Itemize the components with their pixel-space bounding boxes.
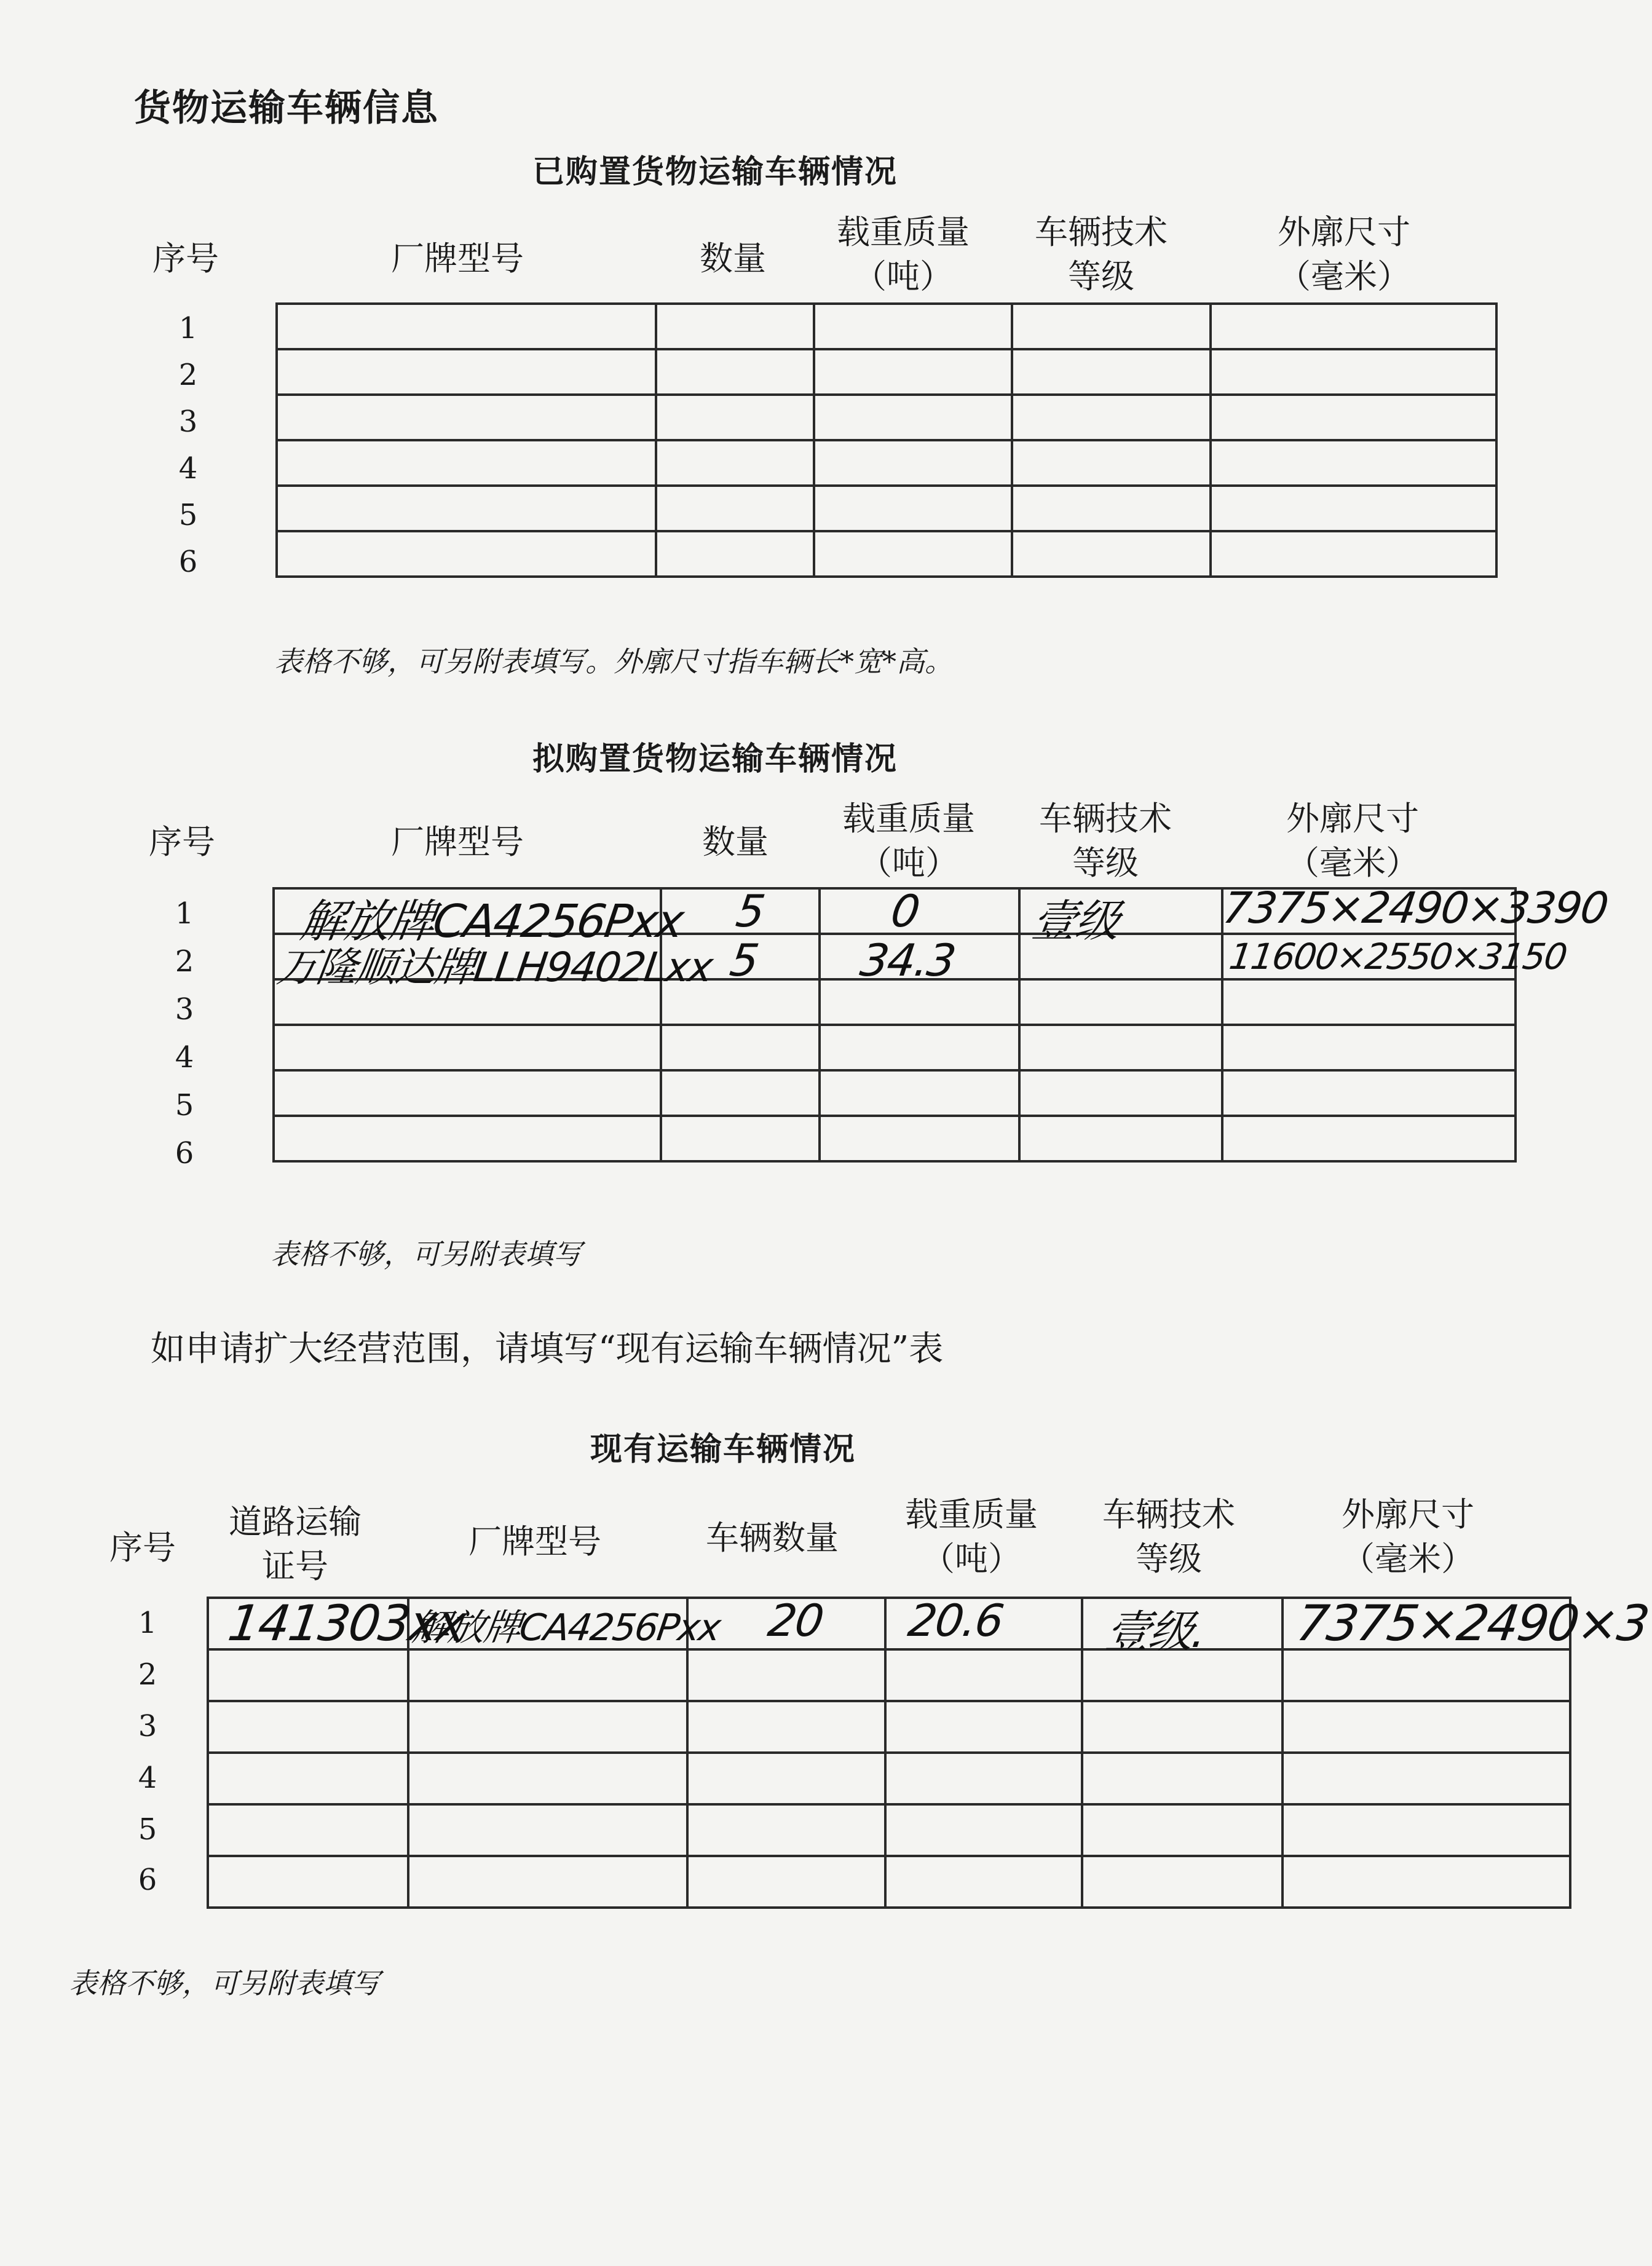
existing-header-grade <box>1102 1493 1235 1581</box>
planned-header-load-line2: （吨） <box>859 843 958 882</box>
planned-row1-brand: 解放牌CA4256Pxx <box>297 895 687 948</box>
planned-row2-qty: 5 <box>727 934 761 986</box>
purchased-table-note: 表格不够，可另附表填写。外廓尺寸指车辆长*宽*高。 <box>274 645 953 678</box>
planned-header-qty: 数量 <box>702 823 769 861</box>
planned-row-number: 4 <box>175 1040 194 1075</box>
table-row <box>208 1856 1570 1908</box>
planned-row2-load: 34.3 <box>857 934 958 986</box>
table-row <box>274 1025 1516 1070</box>
planned-header-load <box>842 797 975 885</box>
existing-row1-brand: 解放牌CA4256Pxx <box>409 1606 723 1649</box>
purchased-row-number: 5 <box>178 498 198 532</box>
table-row <box>277 304 1496 349</box>
purchased-row-number: 3 <box>178 405 198 439</box>
existing-header-permit-line1: 道路运输 <box>229 1502 362 1541</box>
purchased-header-load <box>837 210 970 299</box>
planned-row-number: 5 <box>175 1088 194 1123</box>
existing-row-number: 6 <box>138 1863 157 1897</box>
purchased-header-load-line1: 载重质量 <box>837 213 970 251</box>
planned-header-grade-line1: 车辆技术 <box>1039 799 1172 838</box>
table-row <box>277 440 1496 486</box>
planned-row-number: 6 <box>175 1136 194 1171</box>
planned-row1-grade: 壹级 <box>1029 895 1123 947</box>
existing-row1-dimensions: 7375×2490×3 <box>1293 1595 1652 1652</box>
purchased-header-brand: 厂牌型号 <box>391 239 524 278</box>
purchased-header-dimensions <box>1278 210 1410 299</box>
existing-table-note: 表格不够，可另附表填写 <box>69 1967 380 2000</box>
purchased-header-grade-line1: 车辆技术 <box>1035 213 1168 251</box>
table-row <box>277 486 1496 531</box>
existing-row1-permit: 141303xx <box>224 1595 469 1652</box>
existing-row1-grade: 壹级. <box>1102 1606 1209 1657</box>
existing-header-dimensions <box>1342 1493 1474 1581</box>
planned-header-load-line1: 载重质量 <box>842 799 975 838</box>
planned-header-brand: 厂牌型号 <box>391 823 524 861</box>
table-row <box>277 395 1496 440</box>
existing-header-load <box>905 1493 1038 1581</box>
purchased-header-grade-line2: 等级 <box>1068 257 1134 296</box>
purchased-row-number: 4 <box>178 451 198 486</box>
purchased-header-dim-line1: 外廓尺寸 <box>1278 213 1410 251</box>
existing-header-load-line2: （吨） <box>922 1539 1021 1578</box>
purchased-row-number: 2 <box>178 358 198 392</box>
planned-header-dimensions <box>1286 797 1419 885</box>
purchased-section-title: 已购置货物运输车辆情况 <box>532 153 898 191</box>
table-row <box>277 349 1496 395</box>
planned-section-title: 拟购置货物运输车辆情况 <box>532 740 898 778</box>
existing-header-permit <box>229 1500 362 1589</box>
planned-row2-brand: 万隆顺达牌LLH9402Lxx <box>274 944 715 991</box>
existing-section-title: 现有运输车辆情况 <box>590 1431 856 1468</box>
existing-header-load-line1: 载重质量 <box>905 1495 1038 1534</box>
existing-header-grade-line2: 等级 <box>1136 1539 1202 1578</box>
existing-row1-load: 20.6 <box>905 1595 1006 1646</box>
purchased-header-grade <box>1035 210 1168 299</box>
existing-header-seq: 序号 <box>109 1528 176 1567</box>
purchased-row-number: 1 <box>178 311 198 345</box>
planned-table-note: 表格不够，可另附表填写 <box>271 1238 582 1271</box>
planned-header-dim-line1: 外廓尺寸 <box>1286 799 1419 838</box>
purchased-header-load-line2: （吨） <box>853 257 953 296</box>
table-row <box>208 1701 1570 1753</box>
planned-row1-dimensions: 7375×2490×3390 <box>1220 883 1611 933</box>
purchased-header-seq: 序号 <box>152 239 219 278</box>
table-row <box>277 531 1496 577</box>
existing-header-dim-line2: （毫米） <box>1342 1539 1474 1578</box>
existing-row-number: 1 <box>138 1606 157 1640</box>
purchased-vehicles-table <box>275 302 1498 578</box>
planned-header-seq: 序号 <box>149 823 215 861</box>
planned-row-number: 3 <box>175 992 194 1027</box>
table-row <box>274 1116 1516 1161</box>
existing-header-dim-line1: 外廓尺寸 <box>1342 1495 1474 1534</box>
page-title: 货物运输车辆信息 <box>134 87 439 130</box>
purchased-row-number: 6 <box>178 545 198 579</box>
planned-row1-load: 0 <box>888 885 922 937</box>
existing-header-permit-line2: 证号 <box>262 1547 328 1585</box>
existing-header-qty: 车辆数量 <box>706 1518 839 1557</box>
planned-row-number: 1 <box>175 896 194 931</box>
existing-row-number: 3 <box>138 1709 157 1743</box>
planned-row1-qty: 5 <box>733 885 767 937</box>
table-row <box>274 1070 1516 1116</box>
table-row <box>208 1804 1570 1856</box>
planned-header-grade-line2: 等级 <box>1072 843 1139 882</box>
planned-row2-dimensions: 11600×2550×3150 <box>1227 936 1569 977</box>
purchased-header-qty: 数量 <box>700 239 766 278</box>
purchased-header-dim-line2: （毫米） <box>1278 257 1410 296</box>
existing-row-number: 2 <box>138 1657 157 1692</box>
table-row <box>208 1753 1570 1804</box>
expand-scope-instruction: 如申请扩大经营范围，请填写“现有运输车辆情况”表 <box>151 1329 944 1369</box>
existing-header-brand: 厂牌型号 <box>468 1522 601 1561</box>
planned-header-grade <box>1039 797 1172 885</box>
existing-header-grade-line1: 车辆技术 <box>1102 1495 1235 1534</box>
existing-row1-qty: 20 <box>765 1595 826 1646</box>
existing-row-number: 4 <box>138 1761 157 1795</box>
planned-header-dim-line2: （毫米） <box>1286 843 1419 882</box>
table-row <box>208 1649 1570 1701</box>
existing-row-number: 5 <box>138 1812 157 1847</box>
planned-row-number: 2 <box>175 944 194 979</box>
